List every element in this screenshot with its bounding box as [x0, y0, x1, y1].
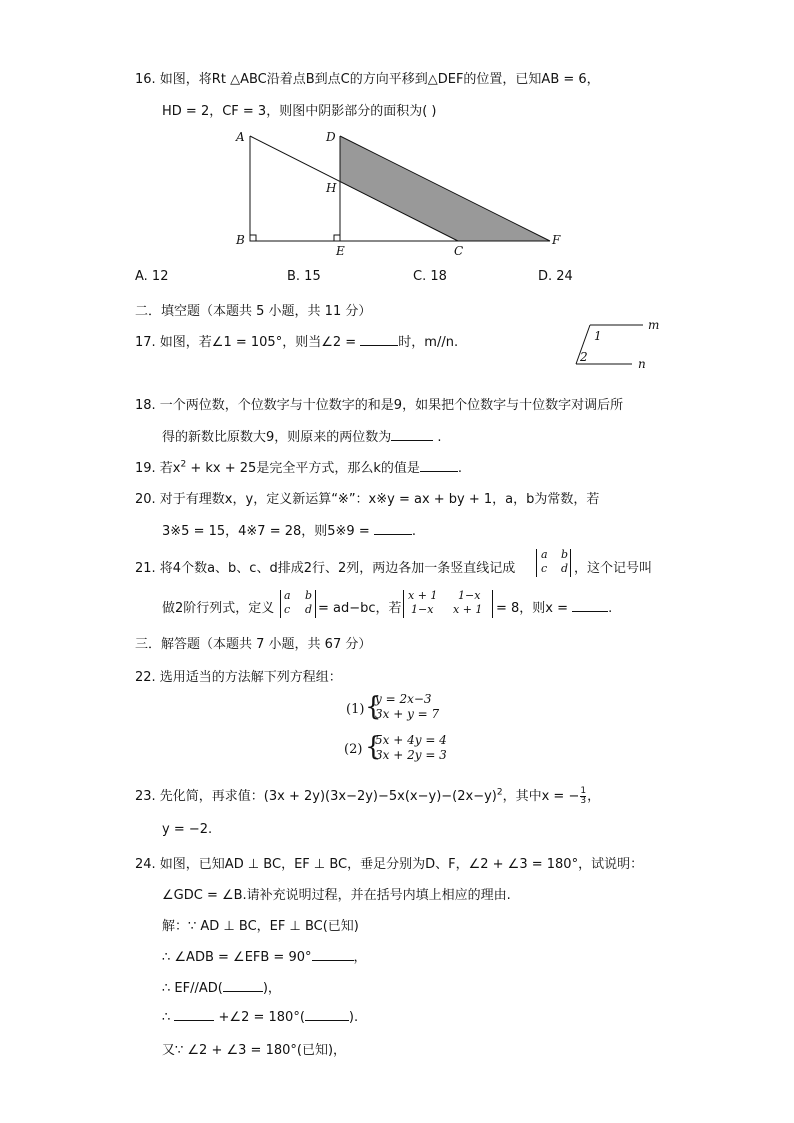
q20-blank[interactable] — [374, 522, 412, 535]
q17-pre: 17. 如图，若∠1 = 105°，则当∠2 = — [135, 335, 361, 350]
det2-a: a — [284, 589, 291, 602]
q19-pre: 19. 若x — [135, 461, 181, 476]
q22-sys2-eq1: 5x + 4y = 4 — [375, 733, 447, 747]
q24-blank-1[interactable] — [312, 948, 354, 961]
q23-line2: y = −2. — [162, 822, 213, 837]
q21-line1-post: ，这个记号叫 — [574, 561, 653, 576]
q21-blank[interactable] — [572, 599, 608, 612]
q24-line4-pre: ∴ ∠ADB = ∠EFB = 90° — [162, 950, 312, 965]
q19-post: . — [457, 461, 462, 476]
q24-line3: 解：∵ AD ⊥ BC，EF ⊥ BC(已知) — [162, 919, 359, 934]
q23-frac-den: 3 — [580, 796, 587, 806]
q16-option-a[interactable]: A. 12 — [135, 269, 169, 284]
q18-line2-post: . — [433, 430, 442, 445]
right-angle-mark-b — [250, 235, 256, 241]
q19-blank[interactable] — [420, 459, 458, 472]
det1-d: d — [561, 562, 569, 575]
label-a: A — [236, 130, 245, 144]
q24-line7: 又∵ ∠2 + ∠3 = 180°(已知)， — [162, 1043, 347, 1058]
q21-line2-mid: = ad−bc，若 — [318, 601, 402, 616]
det3-a: x + 1 — [408, 589, 438, 602]
q20-line1: 20. 对于有理数x，y，定义新运算“※”：x※y = ax + by + 1，a，b为常数，若 — [135, 492, 600, 507]
q24-line1: 24. 如图，已知AD ⊥ BC，EF ⊥ BC，垂足分别为D、F，∠2 + ∠3 = 180°，试说明： — [135, 857, 644, 872]
det3-d: x + 1 — [453, 603, 483, 616]
q24-line4 — [162, 946, 367, 965]
q22-sys1-brace: { — [365, 692, 382, 722]
q19-text — [135, 457, 462, 476]
q21-line2-post-end: . — [608, 601, 613, 616]
q23-sup: 2 — [496, 787, 503, 798]
q18-line2 — [162, 426, 442, 445]
q22-sys2-label: (2) — [344, 742, 363, 757]
det1-b: b — [561, 548, 569, 561]
det1-c: c — [541, 562, 548, 575]
det3-c: 1−x — [411, 603, 434, 616]
q22-sys1-eq1: y = 2x−3 — [375, 692, 432, 706]
label-h: H — [326, 181, 337, 195]
q21-line1-pre: 21. 将4个数a、b、c、d排成2行、2列，两边各加一条竖直线记成 — [135, 561, 516, 576]
q20-line2-post: . — [411, 524, 417, 539]
q24-line6-mid: +∠2 = 180°( — [214, 1010, 305, 1025]
label-d: D — [326, 130, 336, 144]
q24-line6-pre: ∴ — [162, 1010, 175, 1025]
section3-heading: 三．解答题（本题共 7 小题，共 67 分） — [135, 637, 372, 652]
q24-line2: ∠GDC = ∠B.请补充说明过程，并在括号内填上相应的理由. — [162, 888, 511, 903]
det2-c: c — [284, 603, 291, 616]
q17-text — [135, 331, 458, 350]
q16-line2: HD = 2，CF = 3，则图中阴影部分的面积为( ) — [162, 104, 437, 119]
q21-line2-post-pre: = 8，则x = — [496, 601, 573, 616]
q20-line2 — [162, 520, 416, 539]
label-n: n — [638, 357, 646, 371]
q19-mid: + kx + 25是完全平方式，那么k的值是 — [186, 461, 420, 476]
label-angle-1: 1 — [594, 329, 602, 343]
q21-line2-pre: 做2阶行列式，定义 — [162, 601, 275, 616]
label-b: B — [236, 233, 245, 247]
label-angle-2: 2 — [580, 350, 588, 364]
q24-line6 — [162, 1008, 358, 1025]
q23-frac-num: 1 — [580, 786, 587, 796]
q22-sys1-label: (1) — [346, 702, 365, 717]
q21-line2-post — [496, 597, 612, 616]
q24-blank-2[interactable] — [223, 979, 263, 992]
q19-sup: 2 — [180, 459, 187, 470]
q22-sys2-eq2: 3x + 2y = 3 — [375, 748, 447, 762]
q24-blank-3[interactable] — [174, 1008, 214, 1021]
q24-line5-pre: ∴ EF//AD( — [162, 981, 223, 996]
q16-option-c[interactable]: C. 18 — [413, 269, 447, 284]
q17-figure — [568, 316, 668, 371]
q23-line1-mid: ，其中x = − — [502, 789, 580, 804]
q24-line4-post: ， — [353, 950, 367, 965]
q18-line1: 18. 一个两位数，个位数字与十位数字的和是9，如果把个位数字与十位数字对调后所 — [135, 398, 624, 413]
q20-line2-pre: 3※5 = 15，4※7 = 28，则5※9 = — [162, 524, 374, 539]
q23-fraction — [580, 787, 586, 806]
det2-b: b — [305, 589, 313, 602]
q22-sys1-eq2: 3x + y = 7 — [375, 707, 440, 721]
det1-a: a — [541, 548, 548, 561]
q18-line2-pre: 得的新数比原数大9，则原来的两位数为 — [162, 430, 392, 445]
right-angle-mark-e — [334, 235, 340, 241]
label-c: C — [454, 244, 464, 258]
q24-line5 — [162, 977, 281, 996]
q22-sys2-brace: { — [365, 732, 382, 762]
q17-blank[interactable] — [360, 333, 398, 346]
q23-line1-pre: 23. 先化简，再求值：(3x + 2y)(3x−2y)−5x(x−y)−(2x−y) — [135, 789, 497, 804]
q16-option-b[interactable]: B. 15 — [287, 269, 321, 284]
det2-d: d — [305, 603, 313, 616]
q17-post: 时，m//n. — [398, 335, 459, 350]
label-e: E — [336, 244, 345, 258]
det3-b: 1−x — [458, 589, 481, 602]
q16-figure — [230, 126, 570, 261]
q16-line1: 16. 如图，将Rt △ABC沿着点B到点C的方向平移到△DEF的位置，已知AB = 6， — [135, 72, 600, 87]
label-m: m — [648, 318, 660, 332]
label-f: F — [552, 233, 561, 247]
q16-option-d[interactable]: D. 24 — [538, 269, 573, 284]
q18-blank[interactable] — [391, 428, 433, 441]
q22-line1: 22. 选用适当的方法解下列方程组： — [135, 670, 342, 685]
q23-line1-post: ， — [587, 789, 601, 804]
q24-line6-post: ). — [348, 1010, 359, 1025]
q24-blank-4[interactable] — [305, 1008, 349, 1021]
q23-line1 — [135, 785, 600, 806]
section2-heading: 二．填空题（本题共 5 小题，共 11 分） — [135, 304, 372, 319]
q24-line5-post: )， — [262, 981, 281, 996]
